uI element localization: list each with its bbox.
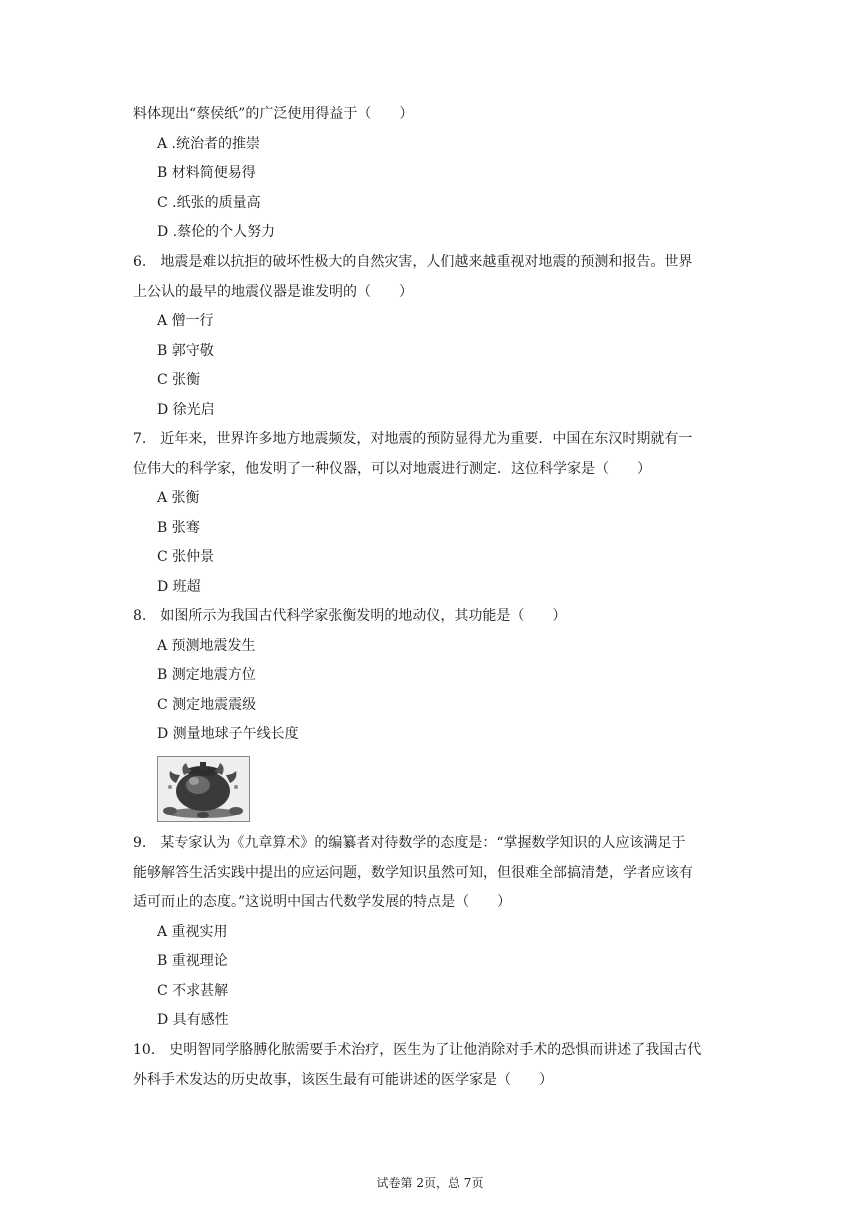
q9-option-b: B 重视理论 (157, 953, 228, 969)
q8-option-c: C 测定地震震级 (157, 697, 257, 713)
q5-stem: 料体现出“蔡侯纸”的广泛使用得益于（ ） (133, 106, 414, 122)
q9-stem-line2: 能够解答生活实践中提出的应运问题，数学知识虽然可知，但很难全部搞清楚，学者应该有 (133, 865, 693, 881)
q8-option-b: B 测定地震方位 (157, 667, 256, 683)
q6-option-c: C 张衡 (157, 372, 201, 388)
q10-stem-line2: 外科手术发达的历史故事，该医生最有可能讲述的医学家是（ ） (133, 1072, 553, 1088)
q9-option-c: C 不求甚解 (157, 983, 229, 999)
q9-stem-line3: 适可而止的态度。”这说明中国古代数学发展的特点是（ ） (133, 894, 512, 910)
q9-option-d: D 具有感性 (157, 1012, 229, 1028)
seismograph-figure (157, 756, 250, 822)
q9-option-a: A 重视实用 (157, 924, 228, 940)
q7-option-c: C 张仲景 (157, 549, 215, 565)
q6-option-a: A 僧一行 (157, 313, 214, 329)
q7-option-d: D 班超 (157, 579, 201, 595)
q6-option-d: D 徐光启 (157, 402, 215, 418)
q7-stem-line2: 位伟大的科学家，他发明了一种仪器，可以对地震进行测定．这位科学家是（ ） (133, 461, 651, 477)
q6-option-b: B 郭守敬 (157, 343, 214, 359)
q5-option-a: A .统治者的推崇 (157, 136, 261, 152)
q8-option-a: A 预测地震发生 (157, 638, 256, 654)
q7-option-b: B 张骞 (157, 520, 200, 536)
q7-stem-line1: 7. 近年来，世界许多地方地震频发，对地震的预防显得尤为重要．中国在东汉时期就有一 (133, 431, 693, 447)
page-footer: 试卷第 2页，总 7页 (376, 1176, 484, 1190)
q7-option-a: A 张衡 (157, 490, 200, 506)
q10-stem-line1: 10. 史明智同学胳膊化脓需要手术治疗，医生为了让他消除对手术的恐惧而讲述了我国古代 (133, 1042, 702, 1058)
q6-stem-line2: 上公认的最早的地震仪器是谁发明的（ ） (133, 284, 413, 300)
q8-stem-line1: 8. 如图所示为我国古代科学家张衡发明的地动仪，其功能是（ ） (133, 608, 567, 624)
q9-stem-line1: 9. 某专家认为《九章算术》的编纂者对待数学的态度是：“掌握数学知识的人应该满足于 (133, 835, 686, 851)
q5-option-d: D .蔡伦的个人努力 (157, 224, 276, 240)
q5-option-b: B 材料简便易得 (157, 165, 256, 181)
q5-option-c: C .纸张的质量高 (157, 195, 261, 211)
seismograph-image (158, 757, 249, 821)
q8-option-d: D 测量地球子午线长度 (157, 726, 299, 742)
q6-stem-line1: 6. 地震是难以抗拒的破坏性极大的自然灾害，人们越来越重视对地震的预测和报告。世界 (133, 254, 693, 270)
